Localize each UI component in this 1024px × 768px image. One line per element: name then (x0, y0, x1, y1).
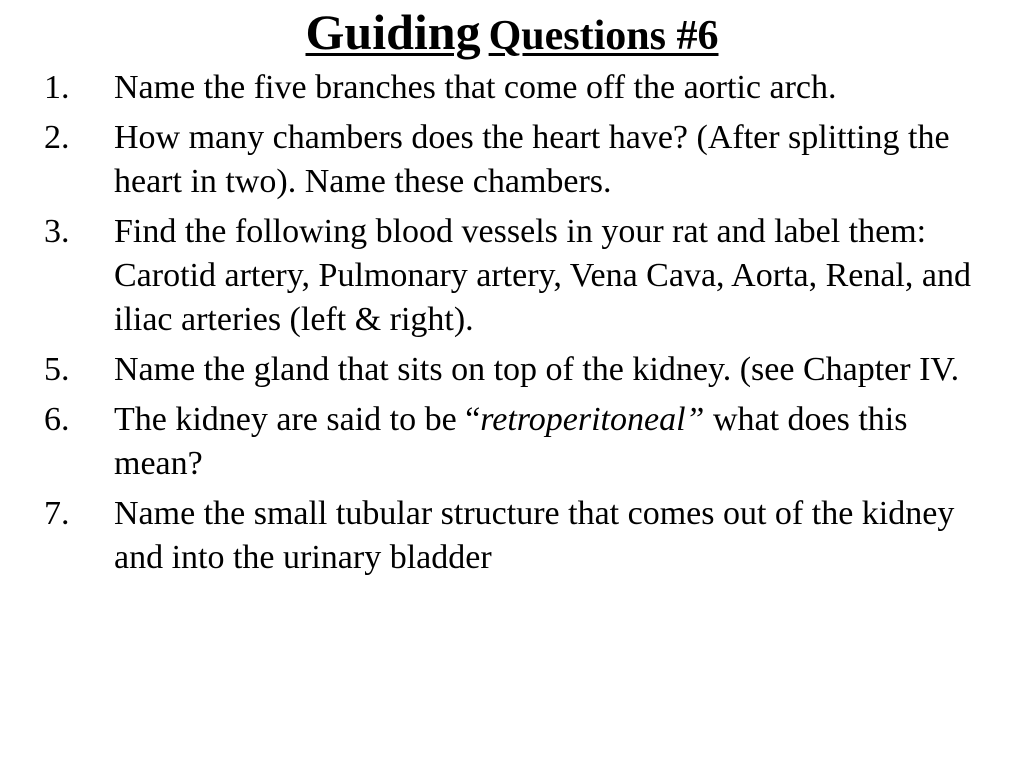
page-title (0, 2, 1024, 68)
question-text-start: The kidney are said to be “ (114, 401, 481, 438)
question-number: 6. (44, 401, 70, 438)
question-number: 5. (44, 351, 70, 388)
question-text: Find the following blood vessels in your rat and label them: Carotid artery, Pulmonary artery, Vena Cava, Aorta, Renal, and iliac arteries (left & right). (114, 213, 971, 338)
question-list (0, 66, 1024, 586)
question-text: Name the small tubular structure that comes out of the kidney and into the urinary bladder (114, 495, 955, 576)
question-number: 2. (44, 119, 70, 156)
question-item-7 (0, 492, 1024, 580)
question-number: 1. (44, 69, 70, 106)
question-text-italic-term: retroperitoneal” (480, 401, 705, 438)
question-text: Name the gland that sits on top of the kidney. (see Chapter IV. (114, 351, 960, 388)
title-part-1: Guiding (305, 4, 481, 60)
question-item-5 (0, 348, 1024, 392)
question-item-3 (0, 210, 1024, 342)
question-number: 3. (44, 213, 70, 250)
question-item-6 (0, 398, 1024, 486)
question-item-1 (0, 66, 1024, 110)
question-text: How many chambers does the heart have? (After splitting the heart in two). Name these chambers. (114, 119, 950, 200)
title-part-2: Questions #6 (488, 13, 719, 59)
question-text: Name the five branches that come off the aortic arch. (114, 69, 837, 106)
question-text (114, 401, 907, 482)
question-item-2 (0, 116, 1024, 204)
question-number: 7. (44, 495, 70, 532)
question-text-end: what does this mean? (114, 401, 908, 482)
